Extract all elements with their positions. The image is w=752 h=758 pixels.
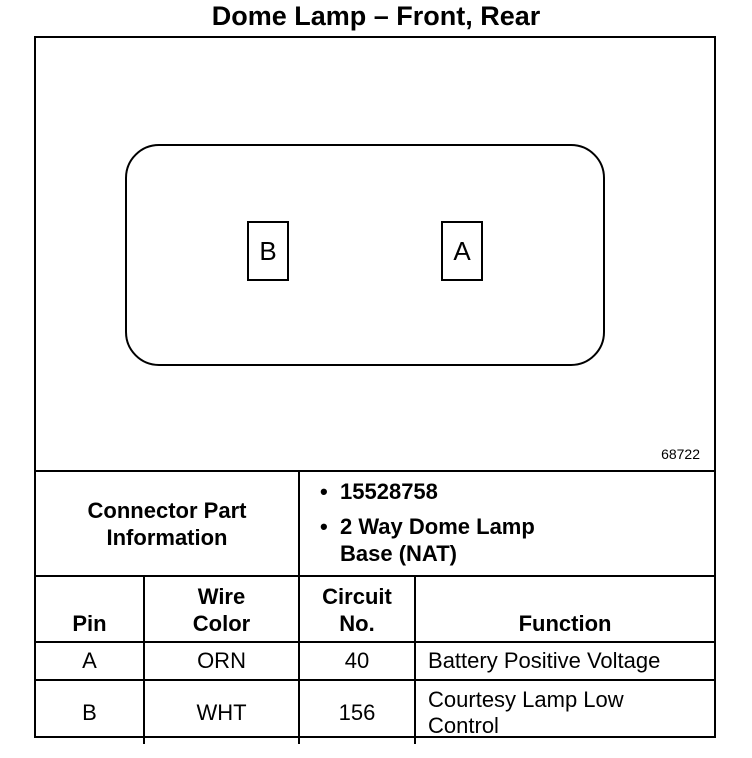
diagram-frame	[34, 36, 716, 738]
connector-table	[36, 470, 714, 744]
figure-number: 68722	[661, 446, 700, 462]
pin-cavity-a: A	[441, 221, 483, 281]
connector-diagram	[36, 38, 714, 470]
header-function: Function	[415, 576, 714, 642]
cell-wire-color: ORN	[144, 642, 299, 680]
cell-circuit: 156	[299, 680, 415, 744]
connector-face	[125, 144, 605, 366]
part-info-item: • 15528758	[320, 479, 438, 504]
cell-wire-color: WHT	[144, 680, 299, 744]
diagram-title: Dome Lamp – Front, Rear	[211, 1, 541, 31]
part-info-label: Connector Part Information	[36, 471, 299, 576]
cell-pin: B	[36, 680, 144, 744]
header-pin: Pin	[36, 576, 144, 642]
part-info-list	[299, 471, 714, 576]
part-number: 15528758	[340, 479, 438, 504]
part-info-row	[36, 471, 714, 576]
header-circuit: Circuit No.	[299, 576, 415, 642]
header-wire-color: Wire Color	[144, 576, 299, 642]
cell-function: Battery Positive Voltage	[415, 642, 714, 680]
table-row	[36, 680, 714, 744]
part-info-item: • 2 Way Dome Lamp Base (NAT)	[320, 514, 535, 566]
pin-cavity-b: B	[247, 221, 289, 281]
cell-function: Courtesy Lamp Low Control	[415, 680, 714, 744]
cell-circuit: 40	[299, 642, 415, 680]
part-description: 2 Way Dome Lamp Base (NAT)	[340, 514, 535, 566]
cell-pin: A	[36, 642, 144, 680]
table-row	[36, 642, 714, 680]
header-row	[36, 576, 714, 642]
